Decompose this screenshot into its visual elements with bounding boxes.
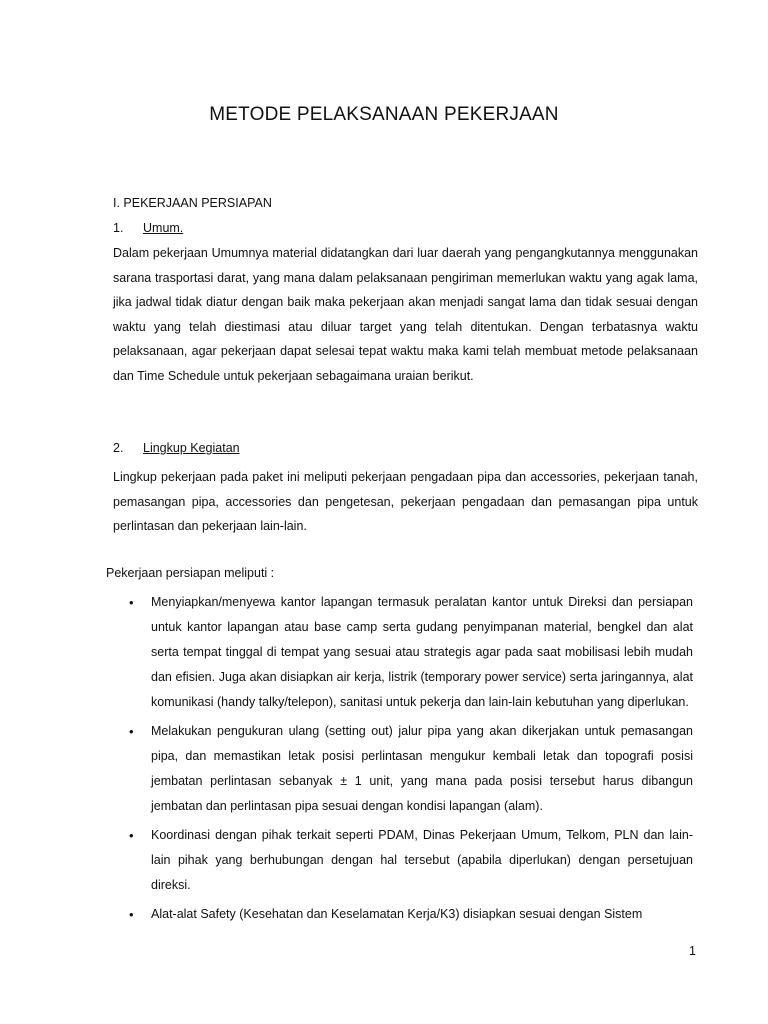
subheading-label: Umum. xyxy=(143,221,184,235)
subheading-number: 2. xyxy=(113,441,124,455)
document-title: METODE PELAKSANAAN PEKERJAAN xyxy=(209,104,559,125)
subheading-number: 1. xyxy=(113,221,124,235)
paragraph-lingkup: Lingkup pekerjaan pada paket ini meliputi pekerjaan pengadaan pipa dan accessories, pekerjaan tanah, pemasangan pipa, accessories dan pengetesan, pekerjaan pengadaan dan pemasangan pipa untuk perlintasan dan pekerjaan lain-lain. xyxy=(113,470,698,534)
list-item xyxy=(129,823,693,898)
list-item xyxy=(129,902,693,927)
list-item xyxy=(129,719,693,819)
list-item-text: Menyiapkan/menyewa kantor lapangan termasuk peralatan kantor untuk Direksi dan persiapan untuk kantor lapangan atau base camp serta gudang penyimpanan material, bengkel dan alat serta tempat tinggal di tempat yang sesuai atau strategis agar pada saat mobilisasi lebih mudah dan efisien. Juga akan disiapkan air kerja, listrik (temporary power service) serta jaringannya, alat komunikasi (handy talky/telepon), sanitasi untuk pekerja dan lain-lain kebutuhan yang diperlukan. xyxy=(151,595,693,709)
bullet-icon: • xyxy=(129,828,134,843)
bullet-list xyxy=(0,590,768,931)
bullet-icon: • xyxy=(129,907,134,922)
subheading-lingkup xyxy=(113,441,240,455)
subheading-umum xyxy=(113,221,183,235)
list-item-text: Alat-alat Safety (Kesehatan dan Keselamatan Kerja/K3) disiapkan sesuai dengan Sistem xyxy=(151,907,643,921)
list-intro: Pekerjaan persiapan meliputi : xyxy=(106,566,275,580)
paragraph-umum: Dalam pekerjaan Umumnya material didatangkan dari luar daerah yang pengangkutannya menggunakan sarana trasportasi darat, yang mana dalam pelaksanaan pengiriman memerlukan waktu yang agak lama, jika jadwal tidak diatur dengan baik maka pekerjaan akan menjadi sangat lama dan tidak sesuai dengan waktu yang telah diestimasi atau diluar target yang telah ditentukan. Dengan terbatasnya waktu pelaksanaan, agar pekerjaan dapat selesai tepat waktu maka kami telah membuat metode pelaksanaan dan Time Schedule untuk pekerjaan sebagaimana uraian berikut. xyxy=(113,246,698,383)
list-item-text: Koordinasi dengan pihak terkait seperti PDAM, Dinas Pekerjaan Umum, Telkom, PLN dan lain-lain pihak yang berhubungan dengan hal tersebut (apabila diperlukan) dengan persetujuan direksi. xyxy=(151,828,693,892)
section-heading: I. PEKERJAAN PERSIAPAN xyxy=(113,196,272,210)
subheading-label: Lingkup Kegiatan xyxy=(143,441,240,455)
list-item-text: Melakukan pengukuran ulang (setting out) jalur pipa yang akan dikerjakan untuk pemasangan pipa, dan memastikan letak posisi perlintasan mengukur kembali letak dan topografi posisi jembatan perlintasan sebanyak ± 1 unit, yang mana pada posisi tersebut harus dibangun jembatan dan perlintasan pipa sesuai dengan kondisi lapangan (alam). xyxy=(151,724,693,813)
bullet-icon: • xyxy=(129,595,134,610)
list-item xyxy=(129,590,693,715)
bullet-icon: • xyxy=(129,724,134,739)
page-number: 1 xyxy=(689,944,696,958)
